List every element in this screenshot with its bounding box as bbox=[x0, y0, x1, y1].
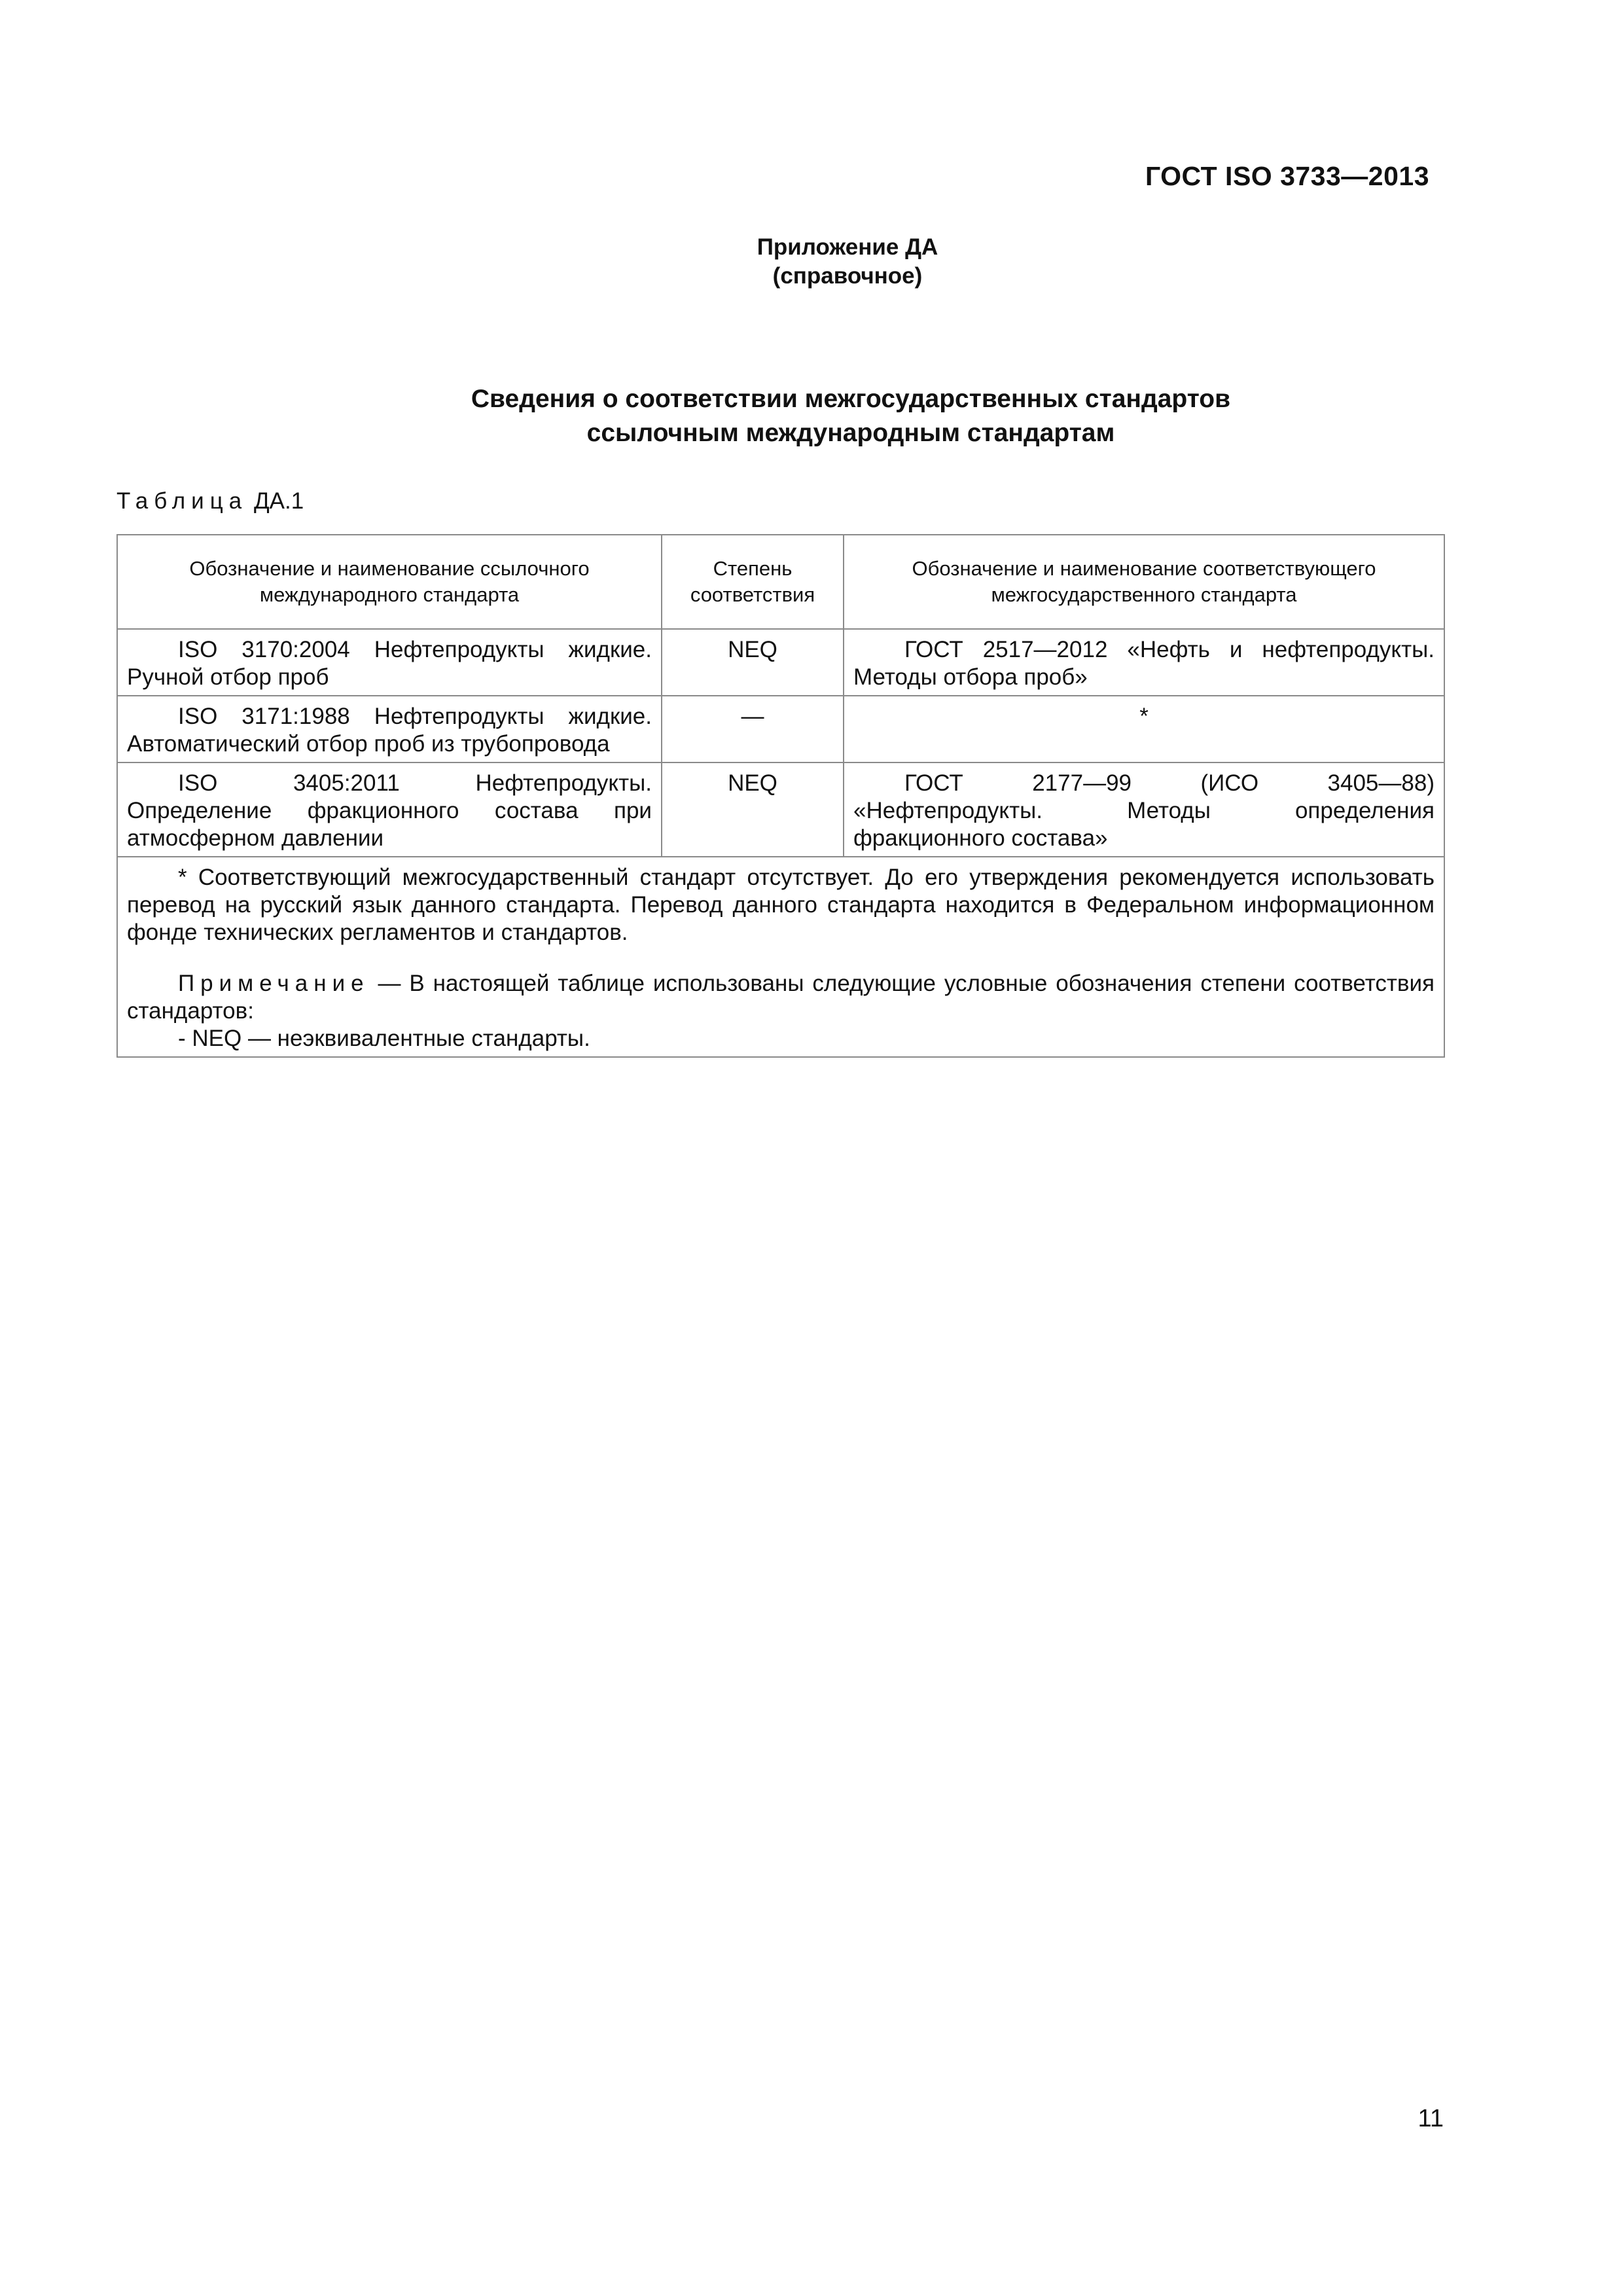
cell-interstate-standard: ГОСТ 2177—99 (ИСО 3405—88) «Нефтепродукты. Методы определения фракционного состава» bbox=[844, 762, 1444, 857]
table-row bbox=[117, 696, 1444, 762]
note-item: - NEQ — неэквивалентные стандарты. bbox=[178, 1026, 590, 1051]
header-interstate-standard: Обозначение и наименование соответствующего межгосударственного стандарта bbox=[844, 535, 1444, 629]
table-caption-number: ДА.1 bbox=[253, 488, 304, 514]
section-title-line-2: ссылочным международным стандартам bbox=[586, 419, 1115, 447]
page-number: 11 bbox=[1418, 2105, 1444, 2132]
note-text: — В настоящей таблице использованы следующие условные обозначения степени соответствия стандартов: bbox=[127, 971, 1435, 1024]
table-footer-row bbox=[117, 857, 1444, 1057]
table-header-row bbox=[117, 535, 1444, 629]
table-row bbox=[117, 762, 1444, 857]
header-degree-of-conformity: Степень соответствия bbox=[662, 535, 844, 629]
table-footnote: * Соответствующий межгосударственный стандарт отсутствует. До его утверждения рекомендуется использовать перевод на русский язык данного стандарта. Перевод данного стандарта находится в Федеральном информационном фонде технических регламентов и стандартов. bbox=[127, 865, 1435, 945]
document-code: ГОСТ ISO 3733—2013 bbox=[1145, 161, 1429, 191]
cell-degree: NEQ bbox=[662, 762, 844, 857]
table-note bbox=[127, 970, 1435, 1025]
cell-international-standard: ISO 3171:1988 Нефтепродукты жидкие. Автоматический отбор проб из трубопровода bbox=[117, 696, 662, 762]
appendix-heading bbox=[0, 233, 1623, 291]
table-footer-cell bbox=[117, 857, 1444, 1057]
table-caption-word: Таблица bbox=[116, 488, 248, 514]
cell-degree: NEQ bbox=[662, 629, 844, 696]
correspondence-table bbox=[116, 534, 1445, 1058]
cell-degree: — bbox=[662, 696, 844, 762]
section-title-line-1: Сведения о соответствии межгосударственных стандартов bbox=[471, 385, 1231, 413]
cell-interstate-standard: * bbox=[844, 696, 1444, 762]
cell-interstate-standard: ГОСТ 2517—2012 «Нефть и нефтепродукты. Методы отбора проб» bbox=[844, 629, 1444, 696]
cell-international-standard: ISO 3170:2004 Нефтепродукты жидкие. Ручной отбор проб bbox=[117, 629, 662, 696]
cell-international-standard: ISO 3405:2011 Нефтепродукты. Определение фракционного состава при атмосферном давлении bbox=[117, 762, 662, 857]
header-international-standard: Обозначение и наименование ссылочного международного стандарта bbox=[117, 535, 662, 629]
table-caption bbox=[116, 488, 304, 514]
section-title bbox=[0, 382, 1623, 450]
appendix-title: Приложение ДА bbox=[757, 234, 938, 260]
table-row bbox=[117, 629, 1444, 696]
appendix-subtitle: (справочное) bbox=[772, 263, 923, 289]
note-label: Примечание bbox=[178, 971, 370, 996]
